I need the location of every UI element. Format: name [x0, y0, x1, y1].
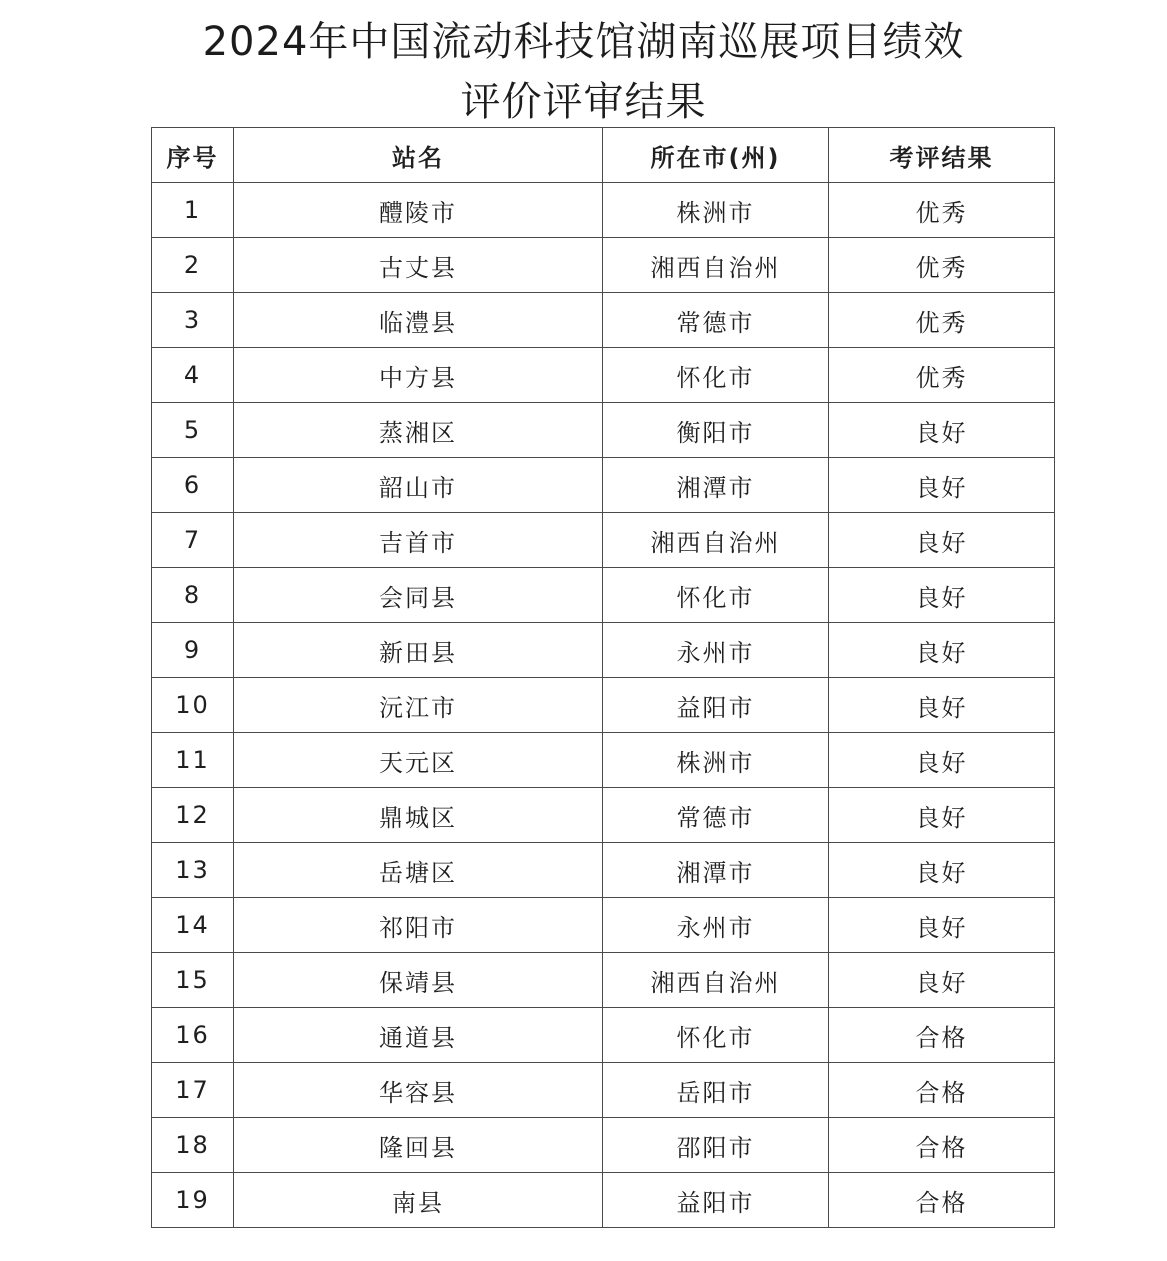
table-row — [152, 183, 1055, 238]
row-city: 岳阳市 — [603, 1063, 829, 1118]
row-station-name: 保靖县 — [234, 953, 603, 1008]
row-result: 良好 — [829, 843, 1055, 898]
row-result: 优秀 — [829, 293, 1055, 348]
table-row — [152, 348, 1055, 403]
table-row — [152, 733, 1055, 788]
table-row — [152, 898, 1055, 953]
row-result: 良好 — [829, 953, 1055, 1008]
row-index: 15 — [152, 953, 234, 1008]
row-index: 7 — [152, 513, 234, 568]
table-row — [152, 678, 1055, 733]
row-result: 良好 — [829, 513, 1055, 568]
row-station-name: 吉首市 — [234, 513, 603, 568]
row-index: 18 — [152, 1118, 234, 1173]
row-city: 益阳市 — [603, 678, 829, 733]
table-row — [152, 568, 1055, 623]
document-title-line-1: 2024年中国流动科技馆湖南巡展项目绩效 — [202, 19, 965, 65]
row-station-name: 沅江市 — [234, 678, 603, 733]
row-city: 常德市 — [603, 788, 829, 843]
table-row — [152, 238, 1055, 293]
row-index: 1 — [152, 183, 234, 238]
row-station-name: 新田县 — [234, 623, 603, 678]
table-row — [152, 293, 1055, 348]
row-result: 良好 — [829, 623, 1055, 678]
row-index: 9 — [152, 623, 234, 678]
table-body — [152, 183, 1055, 1228]
table-header-row — [152, 128, 1055, 183]
row-city: 怀化市 — [603, 348, 829, 403]
row-index: 13 — [152, 843, 234, 898]
row-result: 良好 — [829, 898, 1055, 953]
row-station-name: 会同县 — [234, 568, 603, 623]
row-index: 11 — [152, 733, 234, 788]
row-result: 优秀 — [829, 183, 1055, 238]
row-station-name: 蒸湘区 — [234, 403, 603, 458]
row-index: 16 — [152, 1008, 234, 1063]
row-index: 12 — [152, 788, 234, 843]
row-index: 3 — [152, 293, 234, 348]
header-city: 所在市(州) — [603, 128, 829, 183]
row-city: 永州市 — [603, 898, 829, 953]
row-result: 良好 — [829, 733, 1055, 788]
row-city: 湘潭市 — [603, 843, 829, 898]
document-title-line-2: 评价评审结果 — [460, 79, 707, 125]
header-station-name: 站名 — [234, 128, 603, 183]
row-index: 10 — [152, 678, 234, 733]
row-index: 2 — [152, 238, 234, 293]
row-station-name: 韶山市 — [234, 458, 603, 513]
row-index: 5 — [152, 403, 234, 458]
row-index: 19 — [152, 1173, 234, 1228]
row-city: 湘西自治州 — [603, 238, 829, 293]
row-city: 湘西自治州 — [603, 953, 829, 1008]
results-table — [151, 127, 1055, 1228]
row-result: 合格 — [829, 1008, 1055, 1063]
table-row — [152, 1173, 1055, 1228]
row-station-name: 古丈县 — [234, 238, 603, 293]
row-result: 良好 — [829, 788, 1055, 843]
row-index: 4 — [152, 348, 234, 403]
row-index: 17 — [152, 1063, 234, 1118]
row-result: 良好 — [829, 458, 1055, 513]
row-station-name: 南县 — [234, 1173, 603, 1228]
row-city: 怀化市 — [603, 568, 829, 623]
row-station-name: 岳塘区 — [234, 843, 603, 898]
row-city: 怀化市 — [603, 1008, 829, 1063]
row-station-name: 醴陵市 — [234, 183, 603, 238]
row-index: 14 — [152, 898, 234, 953]
row-city: 邵阳市 — [603, 1118, 829, 1173]
row-city: 株洲市 — [603, 183, 829, 238]
table-row — [152, 1008, 1055, 1063]
row-result: 良好 — [829, 678, 1055, 733]
header-index: 序号 — [152, 128, 234, 183]
table-row — [152, 843, 1055, 898]
row-station-name: 天元区 — [234, 733, 603, 788]
row-result: 合格 — [829, 1118, 1055, 1173]
row-station-name: 通道县 — [234, 1008, 603, 1063]
table-row — [152, 513, 1055, 568]
row-station-name: 隆回县 — [234, 1118, 603, 1173]
row-city: 湘潭市 — [603, 458, 829, 513]
table-row — [152, 788, 1055, 843]
table-row — [152, 1118, 1055, 1173]
row-result: 良好 — [829, 568, 1055, 623]
table-row — [152, 403, 1055, 458]
row-station-name: 鼎城区 — [234, 788, 603, 843]
row-result: 合格 — [829, 1173, 1055, 1228]
row-city: 益阳市 — [603, 1173, 829, 1228]
row-city: 永州市 — [603, 623, 829, 678]
row-station-name: 祁阳市 — [234, 898, 603, 953]
row-result: 优秀 — [829, 348, 1055, 403]
table-row — [152, 1063, 1055, 1118]
row-station-name: 华容县 — [234, 1063, 603, 1118]
row-result: 合格 — [829, 1063, 1055, 1118]
row-city: 株洲市 — [603, 733, 829, 788]
row-result: 优秀 — [829, 238, 1055, 293]
table-row — [152, 623, 1055, 678]
header-result: 考评结果 — [829, 128, 1055, 183]
row-station-name: 中方县 — [234, 348, 603, 403]
row-station-name: 临澧县 — [234, 293, 603, 348]
row-result: 良好 — [829, 403, 1055, 458]
row-city: 常德市 — [603, 293, 829, 348]
row-index: 8 — [152, 568, 234, 623]
row-city: 湘西自治州 — [603, 513, 829, 568]
row-city: 衡阳市 — [603, 403, 829, 458]
row-index: 6 — [152, 458, 234, 513]
table-row — [152, 458, 1055, 513]
table-row — [152, 953, 1055, 1008]
